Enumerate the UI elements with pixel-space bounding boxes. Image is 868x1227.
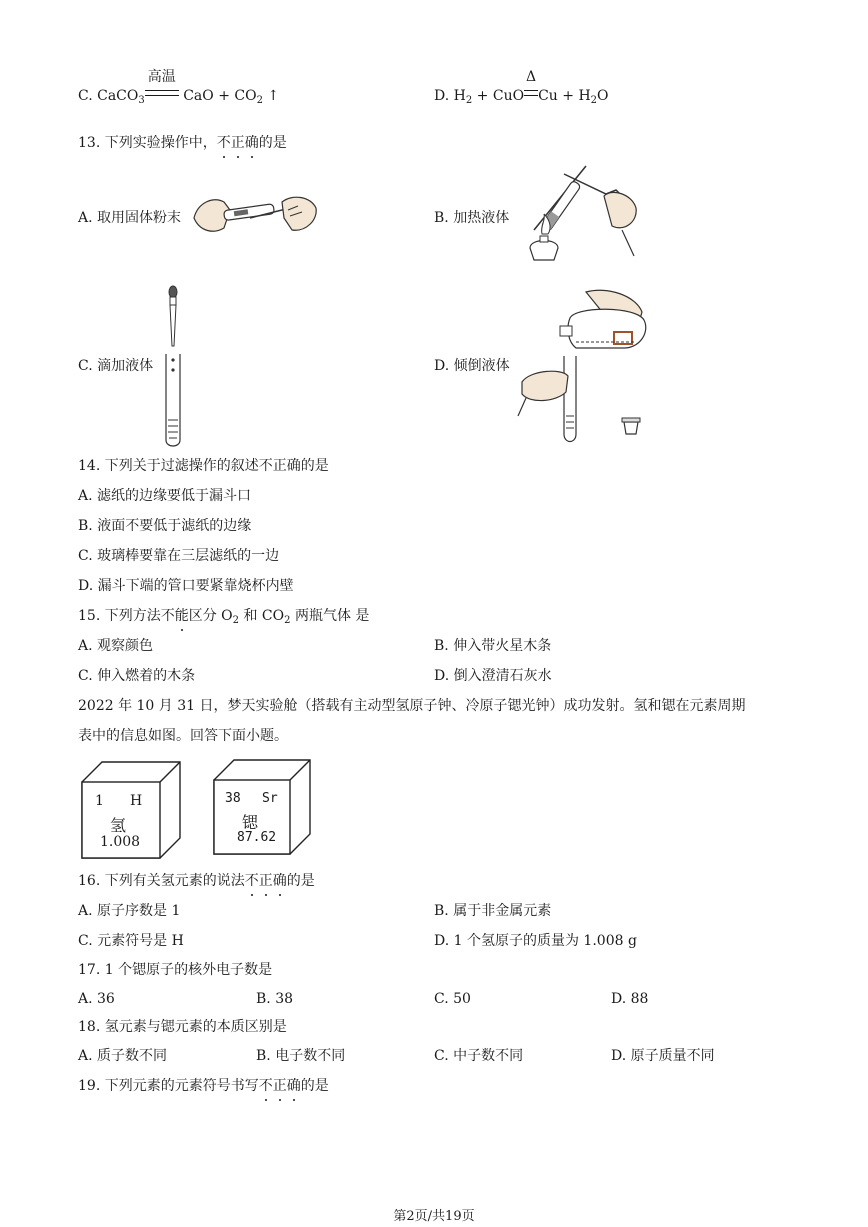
q16-option-a: A. 原子序数是 1 <box>78 903 181 919</box>
figure-pouring-liquid <box>516 286 652 446</box>
reaction-condition <box>524 69 538 106</box>
emphasis-char: 确 <box>244 135 259 151</box>
element-strontium-number: 38 <box>225 791 241 806</box>
formula-text: Cu + H <box>538 88 591 104</box>
emphasis-char: 不 <box>216 135 231 151</box>
gas-arrow: ↑ <box>267 88 280 104</box>
element-hydrogen-number: 1 <box>95 793 104 809</box>
emphasis-char: 正 <box>230 135 245 151</box>
q17-option-b: B. 38 <box>256 991 294 1007</box>
page-footer: 第2页/共19页 <box>393 1209 475 1224</box>
stem-text: 的是 <box>300 1078 329 1094</box>
emphasis-char: 不 <box>258 1078 273 1094</box>
q18-option-d: D. 原子质量不同 <box>611 1048 715 1064</box>
q17-stem: 17. 1 个锶原子的核外电子数是 <box>78 962 273 978</box>
q16-option-c: C. 元素符号是 H <box>78 933 184 949</box>
q15-option-c: C. 伸入燃着的木条 <box>78 668 196 684</box>
stem-text: 16. 下列有关氢元素的说法 <box>78 873 245 889</box>
q13-option-c: C. 滴加液体 <box>78 358 154 374</box>
formula-text: O <box>597 88 609 104</box>
q14-option-c: C. 玻璃棒要靠在三层滤纸的一边 <box>78 548 280 564</box>
emphasis-char: 正 <box>258 873 273 889</box>
figure-dropping-liquid <box>160 284 190 448</box>
stem-text: 两瓶气体 是 <box>290 608 370 624</box>
formula-sub: 2 <box>465 95 473 106</box>
formula-sub: 2 <box>284 615 291 626</box>
element-hydrogen-mass: 1.008 <box>100 834 141 850</box>
stem-text: 19. 下列元素的元素符号书写 <box>78 1078 259 1094</box>
passage-line-1: 2022 年 10 月 31 日，梦天实验舱（搭载有主动型氢原子钟、冷原子锶光钟）成功发射。氢和锶在元素周期 <box>78 698 746 714</box>
formula-sub: 2 <box>256 95 263 106</box>
emphasis-char: 不 <box>244 873 259 889</box>
stem-text: 和 CO <box>239 608 285 624</box>
formula-text: + CuO <box>472 88 525 104</box>
q14-stem: 14. 下列关于过滤操作的叙述不正确的是 <box>78 458 329 474</box>
equals-bars <box>145 90 179 96</box>
formula-text: CaCO <box>97 88 139 104</box>
q12-option-c <box>78 69 280 106</box>
formula-sub: 2 <box>232 615 240 626</box>
element-hydrogen-name: 氢 <box>110 816 127 835</box>
stem-text: 的是 <box>258 135 287 151</box>
formula-sub: 2 <box>590 95 598 106</box>
stem-text: 15. 下列方法不 <box>78 608 175 624</box>
q17-option-a: A. 36 <box>78 991 115 1007</box>
q17-option-c: C. 50 <box>434 991 471 1007</box>
q14-option-a: A. 滤纸的边缘要低于漏斗口 <box>78 488 252 504</box>
element-strontium-name: 锶 <box>242 813 259 832</box>
condition-text: Δ <box>526 69 537 85</box>
q16-option-b: B. 属于非金属元素 <box>434 903 552 919</box>
q16-stem <box>78 871 315 891</box>
element-hydrogen-symbol: H <box>130 793 143 809</box>
q19-stem <box>78 1076 329 1096</box>
stem-text: 13. 下列实验操作中， <box>78 135 217 151</box>
q17-option-d: D. 88 <box>611 991 649 1007</box>
emphasis-char: 正 <box>272 1078 287 1094</box>
emphasis-char: 能 <box>174 608 189 624</box>
q18-stem: 18. 氢元素与锶元素的本质区别是 <box>78 1019 287 1035</box>
q13-option-d: D. 倾倒液体 <box>434 358 510 374</box>
reaction-condition <box>145 69 179 106</box>
q14-option-d: D. 漏斗下端的管口要紧靠烧杯内壁 <box>78 578 294 594</box>
q12-option-d <box>434 69 609 106</box>
stem-text: 区分 O <box>188 608 233 624</box>
q18-option-a: A. 质子数不同 <box>78 1048 168 1064</box>
emphasis-char: 确 <box>272 873 287 889</box>
stem-text: 的是 <box>286 873 315 889</box>
q13-stem <box>78 133 287 153</box>
q15-option-a: A. 观察颜色 <box>78 638 154 654</box>
q18-option-b: B. 电子数不同 <box>256 1048 346 1064</box>
figure-heating-liquid <box>516 160 646 268</box>
q14-option-b: B. 液面不要低于滤纸的边缘 <box>78 518 252 534</box>
option-label: C. <box>78 88 93 104</box>
q15-option-d: D. 倒入澄清石灰水 <box>434 668 552 684</box>
q15-stem <box>78 606 369 626</box>
emphasis-char: 确 <box>286 1078 301 1094</box>
element-strontium-mass: 87.62 <box>237 830 277 845</box>
figure-solid-powder <box>190 188 320 240</box>
q13-option-a: A. 取用固体粉末 <box>78 210 182 226</box>
q13-option-b: B. 加热液体 <box>434 210 510 226</box>
q16-option-d: D. 1 个氢原子的质量为 1.008 g <box>434 933 637 949</box>
condition-text: 高温 <box>147 69 176 85</box>
equals-bars <box>524 90 538 96</box>
q15-option-b: B. 伸入带火星木条 <box>434 638 552 654</box>
q18-option-c: C. 中子数不同 <box>434 1048 524 1064</box>
formula-text: H <box>453 88 466 104</box>
formula-text: CaO + CO <box>183 88 257 104</box>
option-label: D. <box>434 88 450 104</box>
passage-line-2: 表中的信息如图。回答下面小题。 <box>78 728 288 744</box>
formula-sub: 3 <box>138 95 145 106</box>
element-strontium-symbol: Sr <box>262 791 278 806</box>
